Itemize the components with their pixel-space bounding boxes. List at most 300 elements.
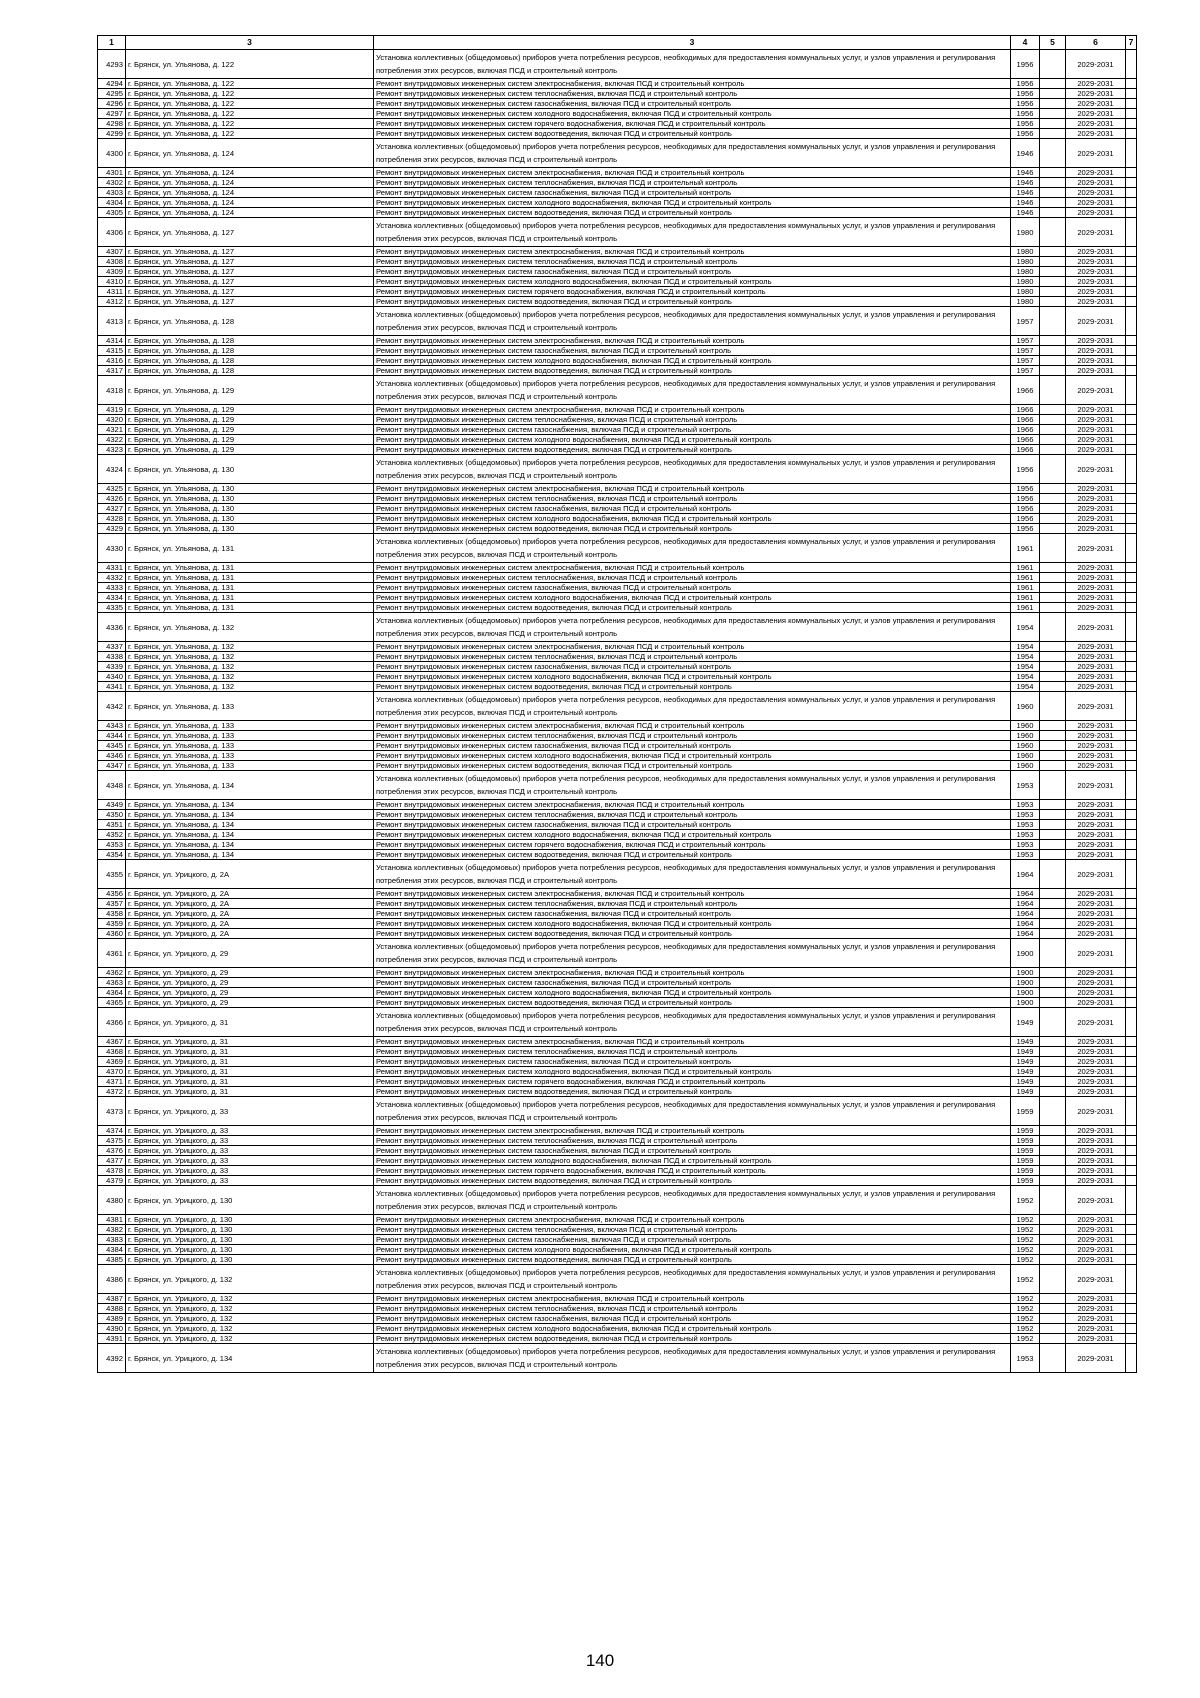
row-build-year: 1953 xyxy=(1011,840,1040,850)
row-col-5-empty xyxy=(1040,366,1066,376)
row-work-type: Ремонт внутридомовых инженерных систем электроснабжения, включая ПСД и строительный контроль xyxy=(374,563,1011,573)
row-address: г. Брянск, ул. Ульянова, д. 134 xyxy=(126,771,374,800)
row-build-year: 1964 xyxy=(1011,909,1040,919)
row-build-year: 1954 xyxy=(1011,652,1040,662)
row-address: г. Брянск, ул. Урицкого, д. 130 xyxy=(126,1255,374,1265)
row-period: 2029-2031 xyxy=(1066,119,1126,129)
row-build-year: 1961 xyxy=(1011,603,1040,613)
row-build-year: 1959 xyxy=(1011,1156,1040,1166)
row-number: 4332 xyxy=(98,573,126,583)
row-col-5-empty xyxy=(1040,455,1066,484)
row-col-7-empty xyxy=(1126,178,1137,188)
row-period: 2029-2031 xyxy=(1066,109,1126,119)
row-build-year: 1900 xyxy=(1011,939,1040,968)
row-number: 4316 xyxy=(98,356,126,366)
row-number: 4351 xyxy=(98,820,126,830)
row-col-5-empty xyxy=(1040,751,1066,761)
row-number: 4382 xyxy=(98,1225,126,1235)
row-col-5-empty xyxy=(1040,1176,1066,1186)
row-number: 4310 xyxy=(98,277,126,287)
row-build-year: 1952 xyxy=(1011,1314,1040,1324)
row-work-type: Ремонт внутридомовых инженерных систем газоснабжения, включая ПСД и строительный контроль xyxy=(374,425,1011,435)
row-address: г. Брянск, ул. Ульянова, д. 132 xyxy=(126,642,374,652)
row-build-year: 1949 xyxy=(1011,1037,1040,1047)
row-col-5-empty xyxy=(1040,356,1066,366)
table-row xyxy=(98,405,1137,415)
row-number: 4352 xyxy=(98,830,126,840)
table-row xyxy=(98,830,1137,840)
row-col-7-empty xyxy=(1126,1037,1137,1047)
row-col-5-empty xyxy=(1040,139,1066,168)
row-col-5-empty xyxy=(1040,297,1066,307)
row-build-year: 1952 xyxy=(1011,1245,1040,1255)
table-row xyxy=(98,208,1137,218)
row-col-7-empty xyxy=(1126,356,1137,366)
row-work-type: Ремонт внутридомовых инженерных систем водоотведения, включая ПСД и строительный контроль xyxy=(374,998,1011,1008)
row-period: 2029-2031 xyxy=(1066,889,1126,899)
row-address: г. Брянск, ул. Урицкого, д. 130 xyxy=(126,1245,374,1255)
row-period: 2029-2031 xyxy=(1066,297,1126,307)
row-build-year: 1961 xyxy=(1011,583,1040,593)
table-row xyxy=(98,534,1137,563)
row-address: г. Брянск, ул. Ульянова, д. 122 xyxy=(126,99,374,109)
row-col-7-empty xyxy=(1126,1067,1137,1077)
row-col-7-empty xyxy=(1126,573,1137,583)
table-row xyxy=(98,573,1137,583)
row-period: 2029-2031 xyxy=(1066,1067,1126,1077)
row-number: 4331 xyxy=(98,563,126,573)
row-col-7-empty xyxy=(1126,524,1137,534)
row-col-5-empty xyxy=(1040,1304,1066,1314)
row-address: г. Брянск, ул. Урицкого, д. 2А xyxy=(126,860,374,889)
row-work-type: Ремонт внутридомовых инженерных систем холодного водоснабжения, включая ПСД и строительный контроль xyxy=(374,593,1011,603)
table-row xyxy=(98,692,1137,721)
row-work-type: Ремонт внутридомовых инженерных систем теплоснабжения, включая ПСД и строительный контроль xyxy=(374,1225,1011,1235)
row-work-type: Ремонт внутридомовых инженерных систем газоснабжения, включая ПСД и строительный контроль xyxy=(374,188,1011,198)
table-row xyxy=(98,435,1137,445)
table-row xyxy=(98,188,1137,198)
row-period: 2029-2031 xyxy=(1066,850,1126,860)
row-col-5-empty xyxy=(1040,435,1066,445)
row-address: г. Брянск, ул. Урицкого, д. 31 xyxy=(126,1008,374,1037)
row-number: 4346 xyxy=(98,751,126,761)
row-number: 4373 xyxy=(98,1097,126,1126)
row-period: 2029-2031 xyxy=(1066,1265,1126,1294)
row-col-7-empty xyxy=(1126,603,1137,613)
table-row xyxy=(98,307,1137,336)
row-work-type: Установка коллективных (общедомовых) приборов учета потребления ресурсов, необходимых для предоставления коммунальных услуг, и узлов управления и регулирования потребления этих ресурсов, включая ПСД и строительный контроль xyxy=(374,613,1011,642)
row-period: 2029-2031 xyxy=(1066,998,1126,1008)
row-work-type: Ремонт внутридомовых инженерных систем теплоснабжения, включая ПСД и строительный контроль xyxy=(374,810,1011,820)
row-number: 4315 xyxy=(98,346,126,356)
row-build-year: 1949 xyxy=(1011,1067,1040,1077)
row-period: 2029-2031 xyxy=(1066,563,1126,573)
row-period: 2029-2031 xyxy=(1066,455,1126,484)
row-period: 2029-2031 xyxy=(1066,1225,1126,1235)
table-row xyxy=(98,514,1137,524)
table-row xyxy=(98,1176,1137,1186)
table-row xyxy=(98,593,1137,603)
row-period: 2029-2031 xyxy=(1066,524,1126,534)
row-number: 4354 xyxy=(98,850,126,860)
header-col-5: 5 xyxy=(1040,36,1066,50)
row-work-type: Ремонт внутридомовых инженерных систем теплоснабжения, включая ПСД и строительный контроль xyxy=(374,1047,1011,1057)
table-row xyxy=(98,1225,1137,1235)
table-row xyxy=(98,1255,1137,1265)
table-row xyxy=(98,850,1137,860)
row-address: г. Брянск, ул. Урицкого, д. 2А xyxy=(126,919,374,929)
row-period: 2029-2031 xyxy=(1066,346,1126,356)
row-col-7-empty xyxy=(1126,1087,1137,1097)
row-col-7-empty xyxy=(1126,50,1137,79)
row-col-5-empty xyxy=(1040,840,1066,850)
row-number: 4307 xyxy=(98,247,126,257)
row-col-7-empty xyxy=(1126,1077,1137,1087)
table-row xyxy=(98,998,1137,1008)
table-row xyxy=(98,376,1137,405)
row-col-7-empty xyxy=(1126,850,1137,860)
row-number: 4305 xyxy=(98,208,126,218)
row-number: 4367 xyxy=(98,1037,126,1047)
row-work-type: Ремонт внутридомовых инженерных систем холодного водоснабжения, включая ПСД и строительный контроль xyxy=(374,1324,1011,1334)
row-work-type: Ремонт внутридомовых инженерных систем водоотведения, включая ПСД и строительный контроль xyxy=(374,850,1011,860)
table-row xyxy=(98,929,1137,939)
row-col-7-empty xyxy=(1126,247,1137,257)
row-build-year: 1964 xyxy=(1011,929,1040,939)
row-col-7-empty xyxy=(1126,1255,1137,1265)
table-row xyxy=(98,978,1137,988)
row-address: г. Брянск, ул. Ульянова, д. 130 xyxy=(126,455,374,484)
row-period: 2029-2031 xyxy=(1066,267,1126,277)
row-period: 2029-2031 xyxy=(1066,751,1126,761)
table-row xyxy=(98,1265,1137,1294)
row-period: 2029-2031 xyxy=(1066,1245,1126,1255)
row-col-7-empty xyxy=(1126,919,1137,929)
row-address: г. Брянск, ул. Ульянова, д. 134 xyxy=(126,840,374,850)
row-build-year: 1952 xyxy=(1011,1255,1040,1265)
row-address: г. Брянск, ул. Урицкого, д. 132 xyxy=(126,1334,374,1344)
row-address: г. Брянск, ул. Урицкого, д. 33 xyxy=(126,1097,374,1126)
row-work-type: Ремонт внутридомовых инженерных систем холодного водоснабжения, включая ПСД и строительный контроль xyxy=(374,672,1011,682)
row-number: 4359 xyxy=(98,919,126,929)
row-period: 2029-2031 xyxy=(1066,218,1126,247)
row-col-7-empty xyxy=(1126,1225,1137,1235)
page-number: 140 xyxy=(585,1651,615,1670)
row-period: 2029-2031 xyxy=(1066,425,1126,435)
row-work-type: Ремонт внутридомовых инженерных систем электроснабжения, включая ПСД и строительный контроль xyxy=(374,1037,1011,1047)
row-build-year: 1960 xyxy=(1011,741,1040,751)
table-row xyxy=(98,820,1137,830)
row-col-5-empty xyxy=(1040,860,1066,889)
row-period: 2029-2031 xyxy=(1066,1166,1126,1176)
row-col-5-empty xyxy=(1040,672,1066,682)
table-row xyxy=(98,425,1137,435)
row-build-year: 1966 xyxy=(1011,425,1040,435)
row-address: г. Брянск, ул. Ульянова, д. 128 xyxy=(126,336,374,346)
row-work-type: Ремонт внутридомовых инженерных систем холодного водоснабжения, включая ПСД и строительный контроль xyxy=(374,988,1011,998)
row-number: 4340 xyxy=(98,672,126,682)
row-work-type: Ремонт внутридомовых инженерных систем газоснабжения, включая ПСД и строительный контроль xyxy=(374,909,1011,919)
row-col-7-empty xyxy=(1126,771,1137,800)
row-build-year: 1953 xyxy=(1011,1344,1040,1373)
table-row xyxy=(98,721,1137,731)
row-period: 2029-2031 xyxy=(1066,593,1126,603)
row-address: г. Брянск, ул. Урицкого, д. 29 xyxy=(126,988,374,998)
row-work-type: Ремонт внутридомовых инженерных систем теплоснабжения, включая ПСД и строительный контроль xyxy=(374,899,1011,909)
row-number: 4295 xyxy=(98,89,126,99)
row-address: г. Брянск, ул. Ульянова, д. 133 xyxy=(126,731,374,741)
row-address: г. Брянск, ул. Урицкого, д. 31 xyxy=(126,1057,374,1067)
row-address: г. Брянск, ул. Урицкого, д. 31 xyxy=(126,1087,374,1097)
table-row xyxy=(98,356,1137,366)
row-work-type: Ремонт внутридомовых инженерных систем холодного водоснабжения, включая ПСД и строительный контроль xyxy=(374,751,1011,761)
row-col-5-empty xyxy=(1040,524,1066,534)
row-period: 2029-2031 xyxy=(1066,1037,1126,1047)
row-col-7-empty xyxy=(1126,1146,1137,1156)
row-number: 4311 xyxy=(98,287,126,297)
row-col-7-empty xyxy=(1126,218,1137,247)
header-col-2: 3 xyxy=(126,36,374,50)
row-period: 2029-2031 xyxy=(1066,188,1126,198)
row-col-7-empty xyxy=(1126,139,1137,168)
row-period: 2029-2031 xyxy=(1066,652,1126,662)
row-col-7-empty xyxy=(1126,800,1137,810)
table-row xyxy=(98,563,1137,573)
row-col-5-empty xyxy=(1040,929,1066,939)
row-work-type: Ремонт внутридомовых инженерных систем электроснабжения, включая ПСД и строительный контроль xyxy=(374,800,1011,810)
row-work-type: Ремонт внутридомовых инженерных систем газоснабжения, включая ПСД и строительный контроль xyxy=(374,1057,1011,1067)
row-number: 4336 xyxy=(98,613,126,642)
row-col-7-empty xyxy=(1126,1126,1137,1136)
row-period: 2029-2031 xyxy=(1066,642,1126,652)
row-build-year: 1966 xyxy=(1011,415,1040,425)
row-col-7-empty xyxy=(1126,376,1137,405)
row-build-year: 1953 xyxy=(1011,850,1040,860)
row-number: 4349 xyxy=(98,800,126,810)
row-col-5-empty xyxy=(1040,445,1066,455)
row-period: 2029-2031 xyxy=(1066,494,1126,504)
row-period: 2029-2031 xyxy=(1066,1304,1126,1314)
row-period: 2029-2031 xyxy=(1066,1146,1126,1156)
row-build-year: 1954 xyxy=(1011,682,1040,692)
row-col-7-empty xyxy=(1126,445,1137,455)
row-col-7-empty xyxy=(1126,1324,1137,1334)
row-col-7-empty xyxy=(1126,563,1137,573)
row-address: г. Брянск, ул. Ульянова, д. 132 xyxy=(126,652,374,662)
row-col-7-empty xyxy=(1126,1097,1137,1126)
row-work-type: Ремонт внутридомовых инженерных систем газоснабжения, включая ПСД и строительный контроль xyxy=(374,1314,1011,1324)
row-build-year: 1980 xyxy=(1011,257,1040,267)
row-col-5-empty xyxy=(1040,1067,1066,1077)
row-build-year: 1956 xyxy=(1011,484,1040,494)
row-number: 4362 xyxy=(98,968,126,978)
row-build-year: 1956 xyxy=(1011,494,1040,504)
row-period: 2029-2031 xyxy=(1066,1156,1126,1166)
table-row xyxy=(98,277,1137,287)
row-number: 4360 xyxy=(98,929,126,939)
row-build-year: 1946 xyxy=(1011,208,1040,218)
row-period: 2029-2031 xyxy=(1066,168,1126,178)
table-row xyxy=(98,682,1137,692)
row-col-7-empty xyxy=(1126,751,1137,761)
row-number: 4314 xyxy=(98,336,126,346)
row-col-5-empty xyxy=(1040,484,1066,494)
row-address: г. Брянск, ул. Урицкого, д. 29 xyxy=(126,968,374,978)
row-col-5-empty xyxy=(1040,573,1066,583)
row-col-5-empty xyxy=(1040,741,1066,751)
row-number: 4388 xyxy=(98,1304,126,1314)
row-build-year: 1966 xyxy=(1011,445,1040,455)
row-col-7-empty xyxy=(1126,277,1137,287)
table-row xyxy=(98,218,1137,247)
row-number: 4361 xyxy=(98,939,126,968)
row-period: 2029-2031 xyxy=(1066,1334,1126,1344)
row-address: г. Брянск, ул. Урицкого, д. 134 xyxy=(126,1344,374,1373)
row-period: 2029-2031 xyxy=(1066,800,1126,810)
row-col-5-empty xyxy=(1040,1136,1066,1146)
row-period: 2029-2031 xyxy=(1066,277,1126,287)
row-build-year: 1900 xyxy=(1011,988,1040,998)
row-build-year: 1954 xyxy=(1011,672,1040,682)
row-address: г. Брянск, ул. Ульянова, д. 130 xyxy=(126,484,374,494)
row-col-5-empty xyxy=(1040,198,1066,208)
row-address: г. Брянск, ул. Ульянова, д. 124 xyxy=(126,178,374,188)
row-col-5-empty xyxy=(1040,514,1066,524)
row-work-type: Ремонт внутридомовых инженерных систем газоснабжения, включая ПСД и строительный контроль xyxy=(374,820,1011,830)
row-period: 2029-2031 xyxy=(1066,504,1126,514)
row-build-year: 1961 xyxy=(1011,563,1040,573)
row-build-year: 1952 xyxy=(1011,1186,1040,1215)
row-build-year: 1961 xyxy=(1011,573,1040,583)
row-number: 4364 xyxy=(98,988,126,998)
row-build-year: 1966 xyxy=(1011,376,1040,405)
row-address: г. Брянск, ул. Ульянова, д. 132 xyxy=(126,613,374,642)
row-address: г. Брянск, ул. Урицкого, д. 132 xyxy=(126,1294,374,1304)
row-build-year: 1980 xyxy=(1011,218,1040,247)
row-build-year: 1957 xyxy=(1011,346,1040,356)
row-col-5-empty xyxy=(1040,731,1066,741)
row-period: 2029-2031 xyxy=(1066,583,1126,593)
table-row xyxy=(98,1057,1137,1067)
row-period: 2029-2031 xyxy=(1066,336,1126,346)
row-col-5-empty xyxy=(1040,178,1066,188)
row-period: 2029-2031 xyxy=(1066,771,1126,800)
row-period: 2029-2031 xyxy=(1066,682,1126,692)
row-period: 2029-2031 xyxy=(1066,692,1126,721)
table-row xyxy=(98,909,1137,919)
row-work-type: Ремонт внутридомовых инженерных систем холодного водоснабжения, включая ПСД и строительный контроль xyxy=(374,435,1011,445)
row-col-5-empty xyxy=(1040,119,1066,129)
row-period: 2029-2031 xyxy=(1066,978,1126,988)
row-address: г. Брянск, ул. Урицкого, д. 2А xyxy=(126,909,374,919)
row-col-7-empty xyxy=(1126,613,1137,642)
row-work-type: Ремонт внутридомовых инженерных систем теплоснабжения, включая ПСД и строительный контроль xyxy=(374,494,1011,504)
row-number: 4376 xyxy=(98,1146,126,1156)
row-period: 2029-2031 xyxy=(1066,198,1126,208)
row-address: г. Брянск, ул. Урицкого, д. 33 xyxy=(126,1166,374,1176)
header-col-3: 3 xyxy=(374,36,1011,50)
row-work-type: Ремонт внутридомовых инженерных систем газоснабжения, включая ПСД и строительный контроль xyxy=(374,504,1011,514)
table-row xyxy=(98,603,1137,613)
row-work-type: Ремонт внутридомовых инженерных систем теплоснабжения, включая ПСД и строительный контроль xyxy=(374,1136,1011,1146)
row-work-type: Установка коллективных (общедомовых) приборов учета потребления ресурсов, необходимых для предоставления коммунальных услуг, и узлов управления и регулирования потребления этих ресурсов, включая ПСД и строительный контроль xyxy=(374,692,1011,721)
row-build-year: 1952 xyxy=(1011,1215,1040,1225)
row-address: г. Брянск, ул. Ульянова, д. 134 xyxy=(126,850,374,860)
row-number: 4383 xyxy=(98,1235,126,1245)
row-work-type: Ремонт внутридомовых инженерных систем водоотведения, включая ПСД и строительный контроль xyxy=(374,524,1011,534)
row-address: г. Брянск, ул. Ульянова, д. 129 xyxy=(126,425,374,435)
row-col-7-empty xyxy=(1126,672,1137,682)
row-build-year: 1961 xyxy=(1011,534,1040,563)
row-number: 4343 xyxy=(98,721,126,731)
row-number: 4325 xyxy=(98,484,126,494)
header-col-7: 7 xyxy=(1126,36,1137,50)
row-period: 2029-2031 xyxy=(1066,929,1126,939)
row-work-type: Ремонт внутридомовых инженерных систем электроснабжения, включая ПСД и строительный контроль xyxy=(374,79,1011,89)
row-work-type: Ремонт внутридомовых инженерных систем водоотведения, включая ПСД и строительный контроль xyxy=(374,129,1011,139)
row-address: г. Брянск, ул. Ульянова, д. 129 xyxy=(126,405,374,415)
row-col-5-empty xyxy=(1040,1057,1066,1067)
table-row xyxy=(98,1294,1137,1304)
row-number: 4308 xyxy=(98,257,126,267)
row-period: 2029-2031 xyxy=(1066,376,1126,405)
row-col-7-empty xyxy=(1126,346,1137,356)
table-row xyxy=(98,119,1137,129)
row-period: 2029-2031 xyxy=(1066,435,1126,445)
row-build-year: 1957 xyxy=(1011,336,1040,346)
table-row xyxy=(98,731,1137,741)
table-row xyxy=(98,1344,1137,1373)
row-number: 4365 xyxy=(98,998,126,1008)
row-period: 2029-2031 xyxy=(1066,899,1126,909)
row-build-year: 1957 xyxy=(1011,366,1040,376)
row-period: 2029-2031 xyxy=(1066,919,1126,929)
row-period: 2029-2031 xyxy=(1066,514,1126,524)
table-row xyxy=(98,79,1137,89)
row-build-year: 1964 xyxy=(1011,889,1040,899)
row-col-5-empty xyxy=(1040,1294,1066,1304)
row-work-type: Установка коллективных (общедомовых) приборов учета потребления ресурсов, необходимых для предоставления коммунальных услуг, и узлов управления и регулирования потребления этих ресурсов, включая ПСД и строительный контроль xyxy=(374,1186,1011,1215)
row-build-year: 1900 xyxy=(1011,968,1040,978)
row-col-5-empty xyxy=(1040,642,1066,652)
row-work-type: Ремонт внутридомовых инженерных систем электроснабжения, включая ПСД и строительный контроль xyxy=(374,336,1011,346)
row-build-year: 1980 xyxy=(1011,277,1040,287)
row-col-5-empty xyxy=(1040,425,1066,435)
row-col-5-empty xyxy=(1040,761,1066,771)
row-address: г. Брянск, ул. Ульянова, д. 127 xyxy=(126,287,374,297)
row-build-year: 1956 xyxy=(1011,79,1040,89)
row-col-7-empty xyxy=(1126,899,1137,909)
row-build-year: 1980 xyxy=(1011,297,1040,307)
row-col-5-empty xyxy=(1040,820,1066,830)
row-col-5-empty xyxy=(1040,287,1066,297)
row-number: 4304 xyxy=(98,198,126,208)
row-col-7-empty xyxy=(1126,692,1137,721)
row-number: 4333 xyxy=(98,583,126,593)
row-work-type: Ремонт внутридомовых инженерных систем теплоснабжения, включая ПСД и строительный контроль xyxy=(374,178,1011,188)
row-build-year: 1959 xyxy=(1011,1126,1040,1136)
row-col-5-empty xyxy=(1040,1126,1066,1136)
row-period: 2029-2031 xyxy=(1066,1294,1126,1304)
row-address: г. Брянск, ул. Урицкого, д. 29 xyxy=(126,998,374,1008)
row-build-year: 1953 xyxy=(1011,810,1040,820)
row-col-7-empty xyxy=(1126,998,1137,1008)
row-address: г. Брянск, ул. Ульянова, д. 130 xyxy=(126,524,374,534)
row-number: 4309 xyxy=(98,267,126,277)
row-work-type: Установка коллективных (общедомовых) приборов учета потребления ресурсов, необходимых для предоставления коммунальных услуг, и узлов управления и регулирования потребления этих ресурсов, включая ПСД и строительный контроль xyxy=(374,1344,1011,1373)
row-col-5-empty xyxy=(1040,1235,1066,1245)
row-col-5-empty xyxy=(1040,307,1066,336)
